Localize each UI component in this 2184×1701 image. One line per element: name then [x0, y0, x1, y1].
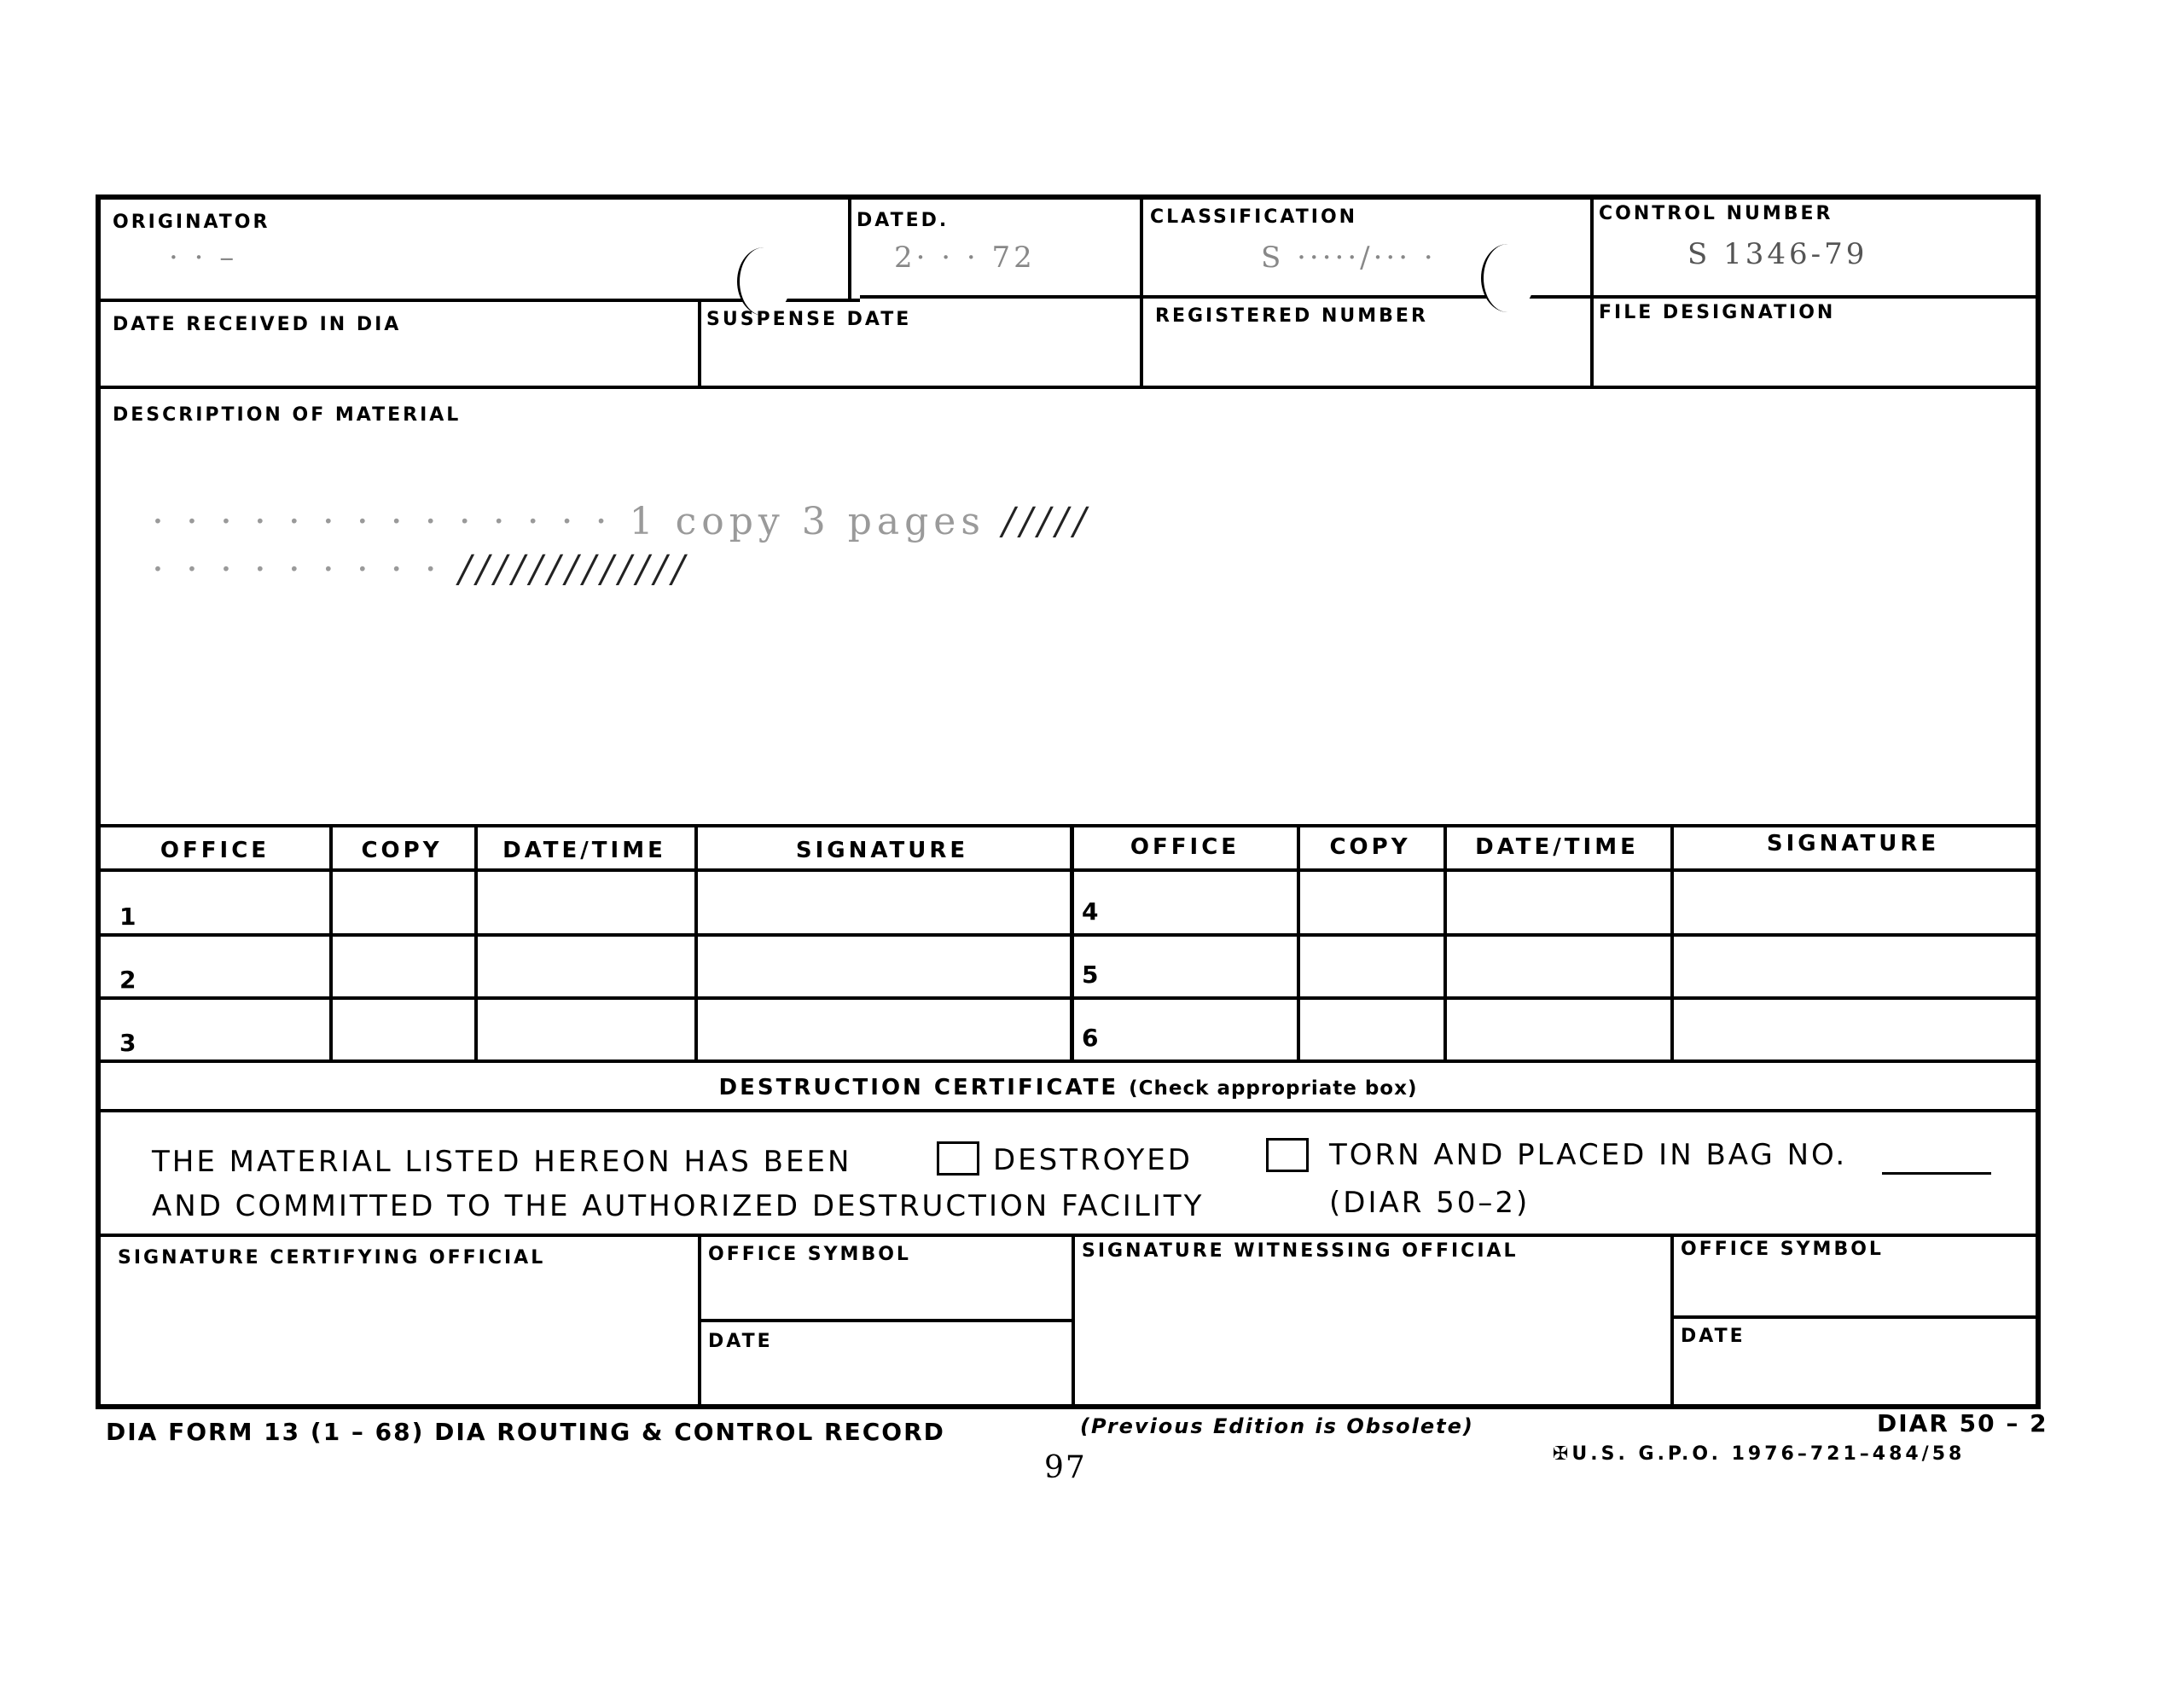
page-number: 97 [1044, 1450, 1087, 1485]
rule [1670, 824, 1674, 1061]
destruction-title: DESTRUCTION CERTIFICATE [718, 1075, 1119, 1100]
rule [698, 299, 701, 387]
binder-hole [737, 247, 791, 316]
col-signature-left: SIGNATURE [795, 838, 969, 863]
col-datetime-right: DATE/TIME [1475, 834, 1639, 860]
date-received-label: DATE RECEIVED IN DIA [113, 314, 402, 335]
office-symbol-label: OFFICE SYMBOL [1681, 1239, 1884, 1260]
dated-label: DATED. [857, 210, 950, 231]
registered-number-label: REGISTERED NUMBER [1155, 305, 1428, 327]
control-number-label: CONTROL NUMBER [1599, 203, 1833, 224]
description-label: DESCRIPTION OF MATERIAL [113, 404, 462, 426]
originator-label: ORIGINATOR [113, 212, 270, 233]
routing-control-form [96, 194, 2041, 1409]
rule [1590, 200, 1594, 387]
torn-checkbox[interactable] [1266, 1138, 1309, 1172]
dated-value: 2· · · 72 [894, 241, 1036, 275]
rule [101, 996, 2036, 1000]
description-line-1-text: · · · · · · · · · · · · · · 1 copy 3 pages [152, 500, 985, 543]
description-line-1 [152, 500, 1091, 543]
row-number: 4 [1082, 897, 1099, 926]
rule [1670, 1315, 2036, 1319]
destruction-title-row [101, 1075, 2036, 1100]
cert-line-1-prefix: THE MATERIAL LISTED HEREON HAS BEEN [152, 1145, 852, 1179]
binder-hole [1481, 244, 1535, 312]
date-label: DATE [708, 1331, 773, 1352]
originator-value: · · – [169, 241, 238, 275]
rule [848, 200, 851, 300]
previous-edition-note: (Previous Edition is Obsolete) [1080, 1414, 1474, 1438]
rule [101, 1234, 2036, 1237]
classification-label: CLASSIFICATION [1150, 206, 1358, 228]
rule [860, 295, 2036, 299]
office-symbol-label: OFFICE SYMBOL [708, 1244, 911, 1265]
col-datetime-left: DATE/TIME [502, 838, 666, 863]
bag-number-blank[interactable] [1882, 1172, 1991, 1175]
rule [101, 386, 2036, 389]
col-office-left: OFFICE [160, 838, 270, 863]
certifying-official-label: SIGNATURE CERTIFYING OFFICIAL [118, 1247, 546, 1268]
witnessing-official-label: SIGNATURE WITNESSING OFFICIAL [1082, 1240, 1519, 1262]
description-line-2-text: · · · · · · · · · [152, 548, 442, 591]
file-designation-label: FILE DESIGNATION [1599, 302, 1836, 323]
row-number: 1 [119, 903, 136, 931]
rule [101, 824, 2036, 827]
date-label: DATE [1681, 1326, 1745, 1347]
rule [1670, 1234, 1674, 1404]
control-number-value: S 1346-79 [1687, 237, 1868, 271]
row-number: 6 [1082, 1024, 1099, 1052]
col-copy-left: COPY [361, 838, 443, 863]
description-line-1-marks: ///// [1002, 500, 1092, 543]
row-number: 3 [119, 1029, 136, 1057]
destruction-note: (Check appropriate box) [1129, 1077, 1418, 1100]
col-copy-right: COPY [1329, 834, 1411, 860]
diar-reference: DIAR 50 – 2 [1877, 1409, 2048, 1437]
row-number: 2 [119, 966, 136, 994]
rule [101, 1109, 2036, 1112]
form-identifier: DIA FORM 13 (1 – 68) DIA ROUTING & CONTROL RECORD [106, 1418, 945, 1446]
suspense-date-label: SUSPENSE DATE [706, 309, 912, 330]
rule [698, 1319, 1073, 1322]
description-line-2-marks: ///////////// [458, 548, 690, 591]
destroyed-checkbox[interactable] [937, 1141, 979, 1176]
rule [1140, 200, 1143, 387]
rule [101, 1059, 2036, 1063]
classification-value: S ·····/··· · [1261, 241, 1437, 275]
torn-label: TORN AND PLACED IN BAG NO. [1329, 1138, 1848, 1172]
cert-line-2: AND COMMITTED TO THE AUTHORIZED DESTRUCTION FACILITY [152, 1189, 1205, 1223]
gpo-imprint: ✠U.S. G.P.O. 1976–721–484/58 [1553, 1443, 1966, 1465]
rule [101, 933, 2036, 937]
row-number: 5 [1082, 961, 1099, 989]
description-line-2 [152, 548, 690, 591]
cert-line-2-ref: (DIAR 50–2) [1329, 1186, 1531, 1220]
destroyed-label: DESTROYED [993, 1143, 1193, 1177]
col-office-right: OFFICE [1130, 834, 1240, 860]
col-signature-right: SIGNATURE [1766, 831, 1940, 856]
rule [101, 868, 2036, 872]
